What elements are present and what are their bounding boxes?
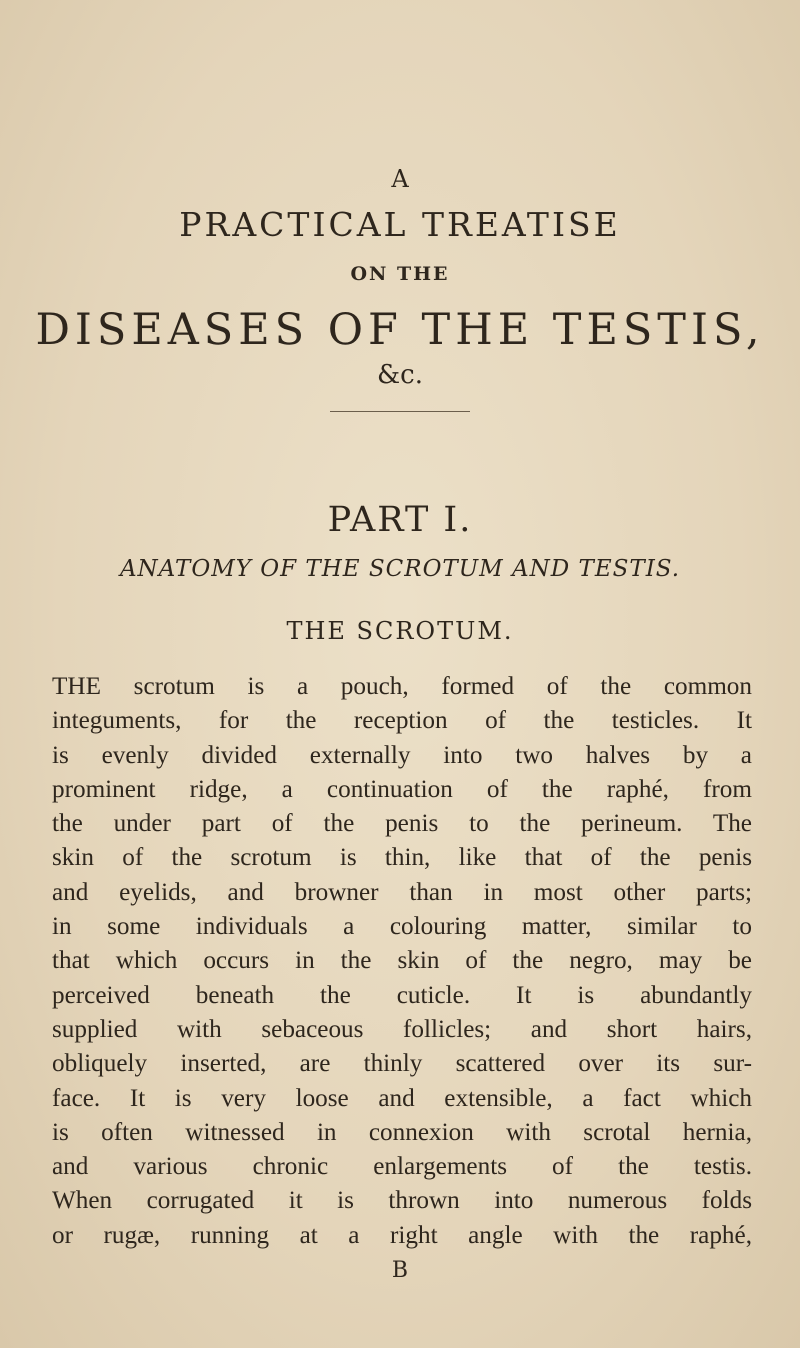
title-subject: DISEASES OF THE TESTIS, <box>35 305 765 355</box>
body-line: face. It is very loose and extensible, a fact which <box>52 1084 752 1112</box>
body-line: the under part of the penis to the perineum. The <box>52 810 752 838</box>
title-on-the: ON THE <box>350 263 450 285</box>
body-line: in some individuals a colouring matter, similar to <box>52 913 752 941</box>
part-title: ANATOMY OF THE SCROTUM AND TESTIS. <box>119 556 681 582</box>
body-line: and eyelids, and browner than in most other parts; <box>52 878 752 906</box>
signature-mark: B <box>391 1258 409 1283</box>
part-label: PART I. <box>327 500 473 540</box>
body-line: When corrugated it is thrown into numerous folds <box>52 1187 752 1215</box>
body-line: is evenly divided externally into two halves by a <box>52 741 752 769</box>
body-line: or rugæ, running at a right angle with the raphé, <box>52 1221 752 1249</box>
body-line: perceived beneath the cuticle. It is abundantly <box>52 981 752 1009</box>
body-line: skin of the scrotum is thin, like that of the penis <box>52 844 752 872</box>
title-etc: &c. <box>377 360 423 390</box>
section-title: THE SCROTUM. <box>286 617 514 645</box>
body-paragraph <box>52 670 752 1253</box>
body-line: obliquely inserted, are thinly scattered over its sur- <box>52 1050 752 1078</box>
body-line: and various chronic enlargements of the testis. <box>52 1153 752 1181</box>
title-divider-rule <box>330 411 470 412</box>
body-line: THE scrotum is a pouch, formed of the common <box>52 673 752 700</box>
body-line: supplied with sebaceous follicles; and short hairs, <box>52 1015 752 1043</box>
title-article: A <box>391 165 409 193</box>
body-line: integuments, for the reception of the testicles. It <box>52 707 752 735</box>
body-line: is often witnessed in connexion with scrotal hernia, <box>52 1118 752 1146</box>
body-line: that which occurs in the skin of the negro, may be <box>52 947 752 975</box>
body-line: prominent ridge, a continuation of the raphé, from <box>52 775 752 803</box>
book-title: PRACTICAL TREATISE <box>179 205 621 244</box>
